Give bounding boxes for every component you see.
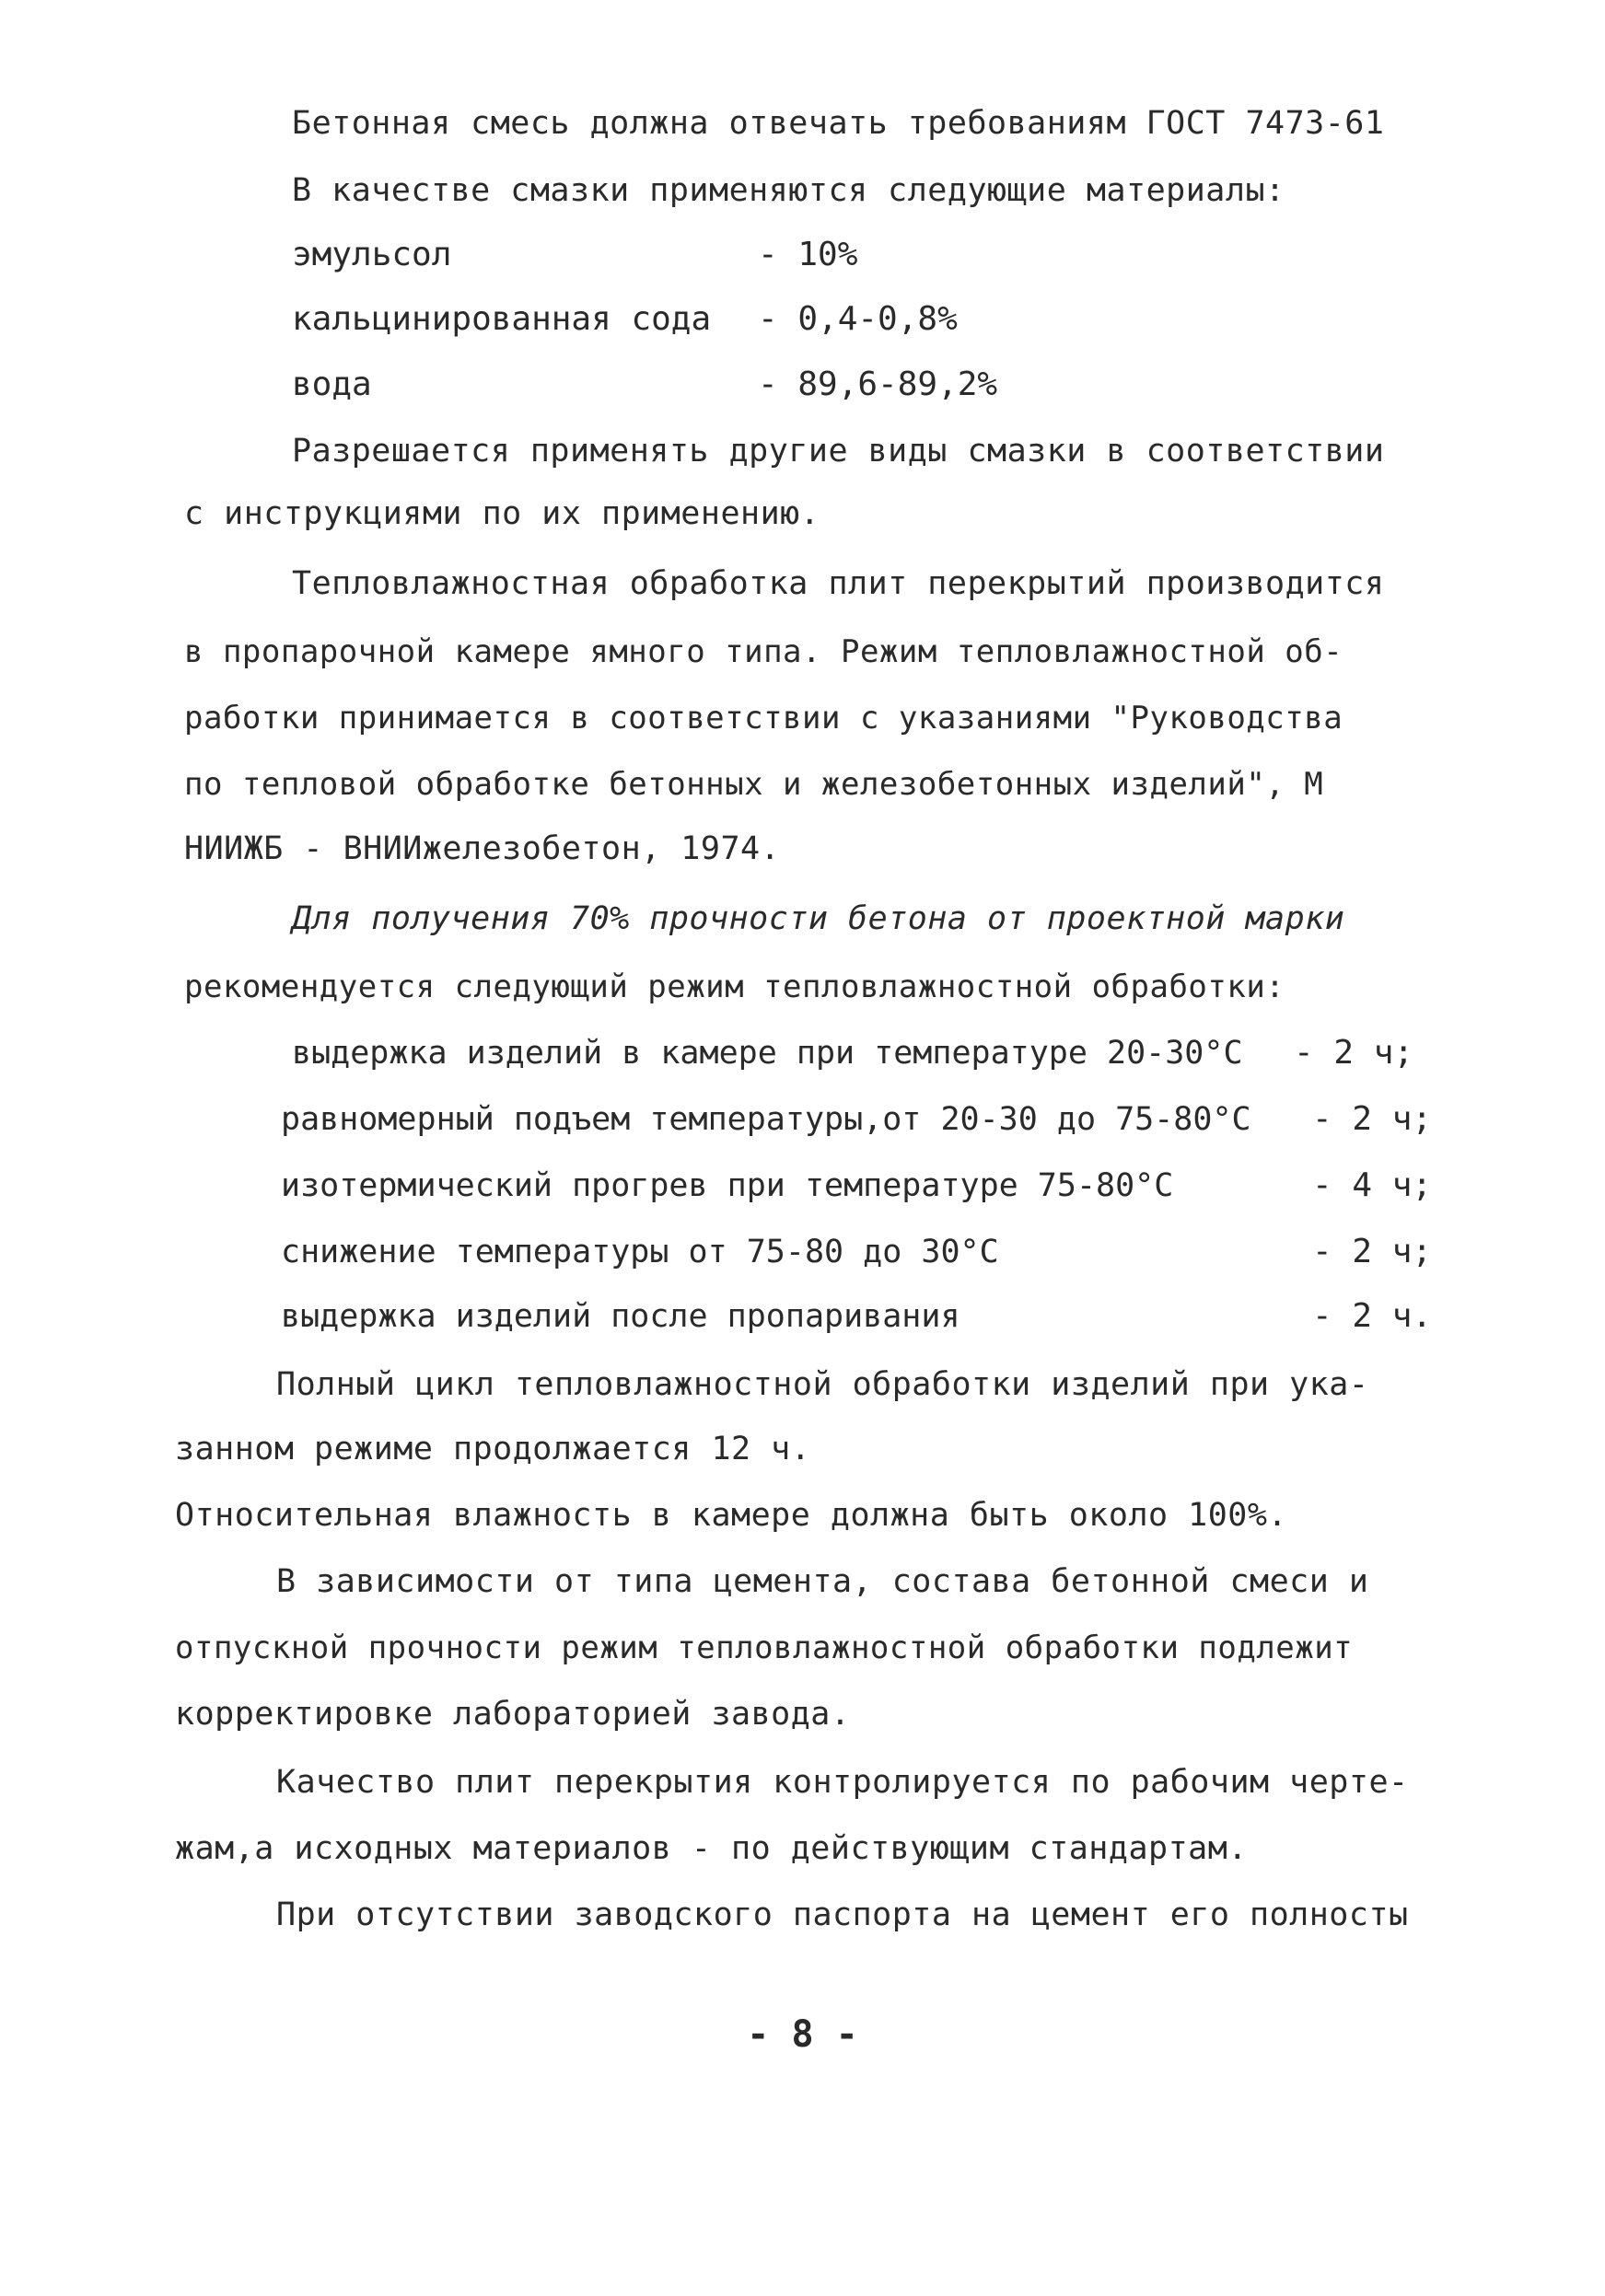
regime-duration: - 4 ч;	[1312, 1166, 1433, 1204]
regime-step: снижение температуры от 75-80 до 30°С	[281, 1234, 999, 1270]
text-line: по тепловой обработке бетонных и железобетонных изделий", М	[184, 766, 1324, 803]
text-line: Тепловлажностная обработка плит перекрытий производится	[292, 565, 1385, 602]
text-line: Полный цикл тепловлажностной обработки изделий при ука-	[276, 1366, 1369, 1403]
text-line: с инструкциями по их применению.	[184, 495, 820, 532]
lubricant-name: эмульсол	[292, 236, 452, 273]
regime-step: изотермический прогрев при температуре 75-80°С	[281, 1167, 1174, 1204]
text-line: отпускной прочности режим тепловлажностной обработки подлежит	[175, 1629, 1354, 1666]
text-line: НИИЖБ - ВНИИжелезобетон, 1974.	[184, 830, 781, 867]
text-line: Разрешается применять другие виды смазки в соответствии	[292, 433, 1385, 470]
lubricant-value: - 89,6-89,2%	[758, 365, 998, 403]
text-line: При отсутствии заводского паспорта на цемент его полносты	[276, 1896, 1409, 1933]
text-line: корректировке лабораторией завода.	[175, 1696, 851, 1733]
text-line: В зависимости от типа цемента, состава бетонной смеси и	[276, 1563, 1369, 1600]
text-line: рекомендуется следующий режим тепловлажностной обработки:	[184, 968, 1285, 1005]
text-line: Относительная влажность в камере должна быть около 100%.	[175, 1497, 1288, 1534]
regime-step: равномерный подъем температуры,от 20-30 до 75-80°С	[281, 1101, 1251, 1138]
regime-step: выдержка изделий в камере при температуре 20-30°С	[292, 1035, 1243, 1072]
text-line: жам,а исходных материалов - по действующим стандартам.	[175, 1830, 1248, 1867]
regime-duration: - 2 ч.	[1312, 1297, 1433, 1335]
text-line: В качестве смазки применяются следующие материалы:	[292, 172, 1285, 209]
regime-duration: - 2 ч;	[1312, 1233, 1433, 1270]
text-line: Для получения 70% прочности бетона от проектной марки	[292, 900, 1345, 937]
regime-duration: - 2 ч;	[1312, 1100, 1433, 1138]
lubricant-value: - 0,4-0,8%	[758, 300, 958, 338]
lubricant-value: - 10%	[758, 236, 858, 273]
text-line: Бетонная смесь должна отвечать требованиям ГОСТ 7473-61	[292, 105, 1385, 142]
text-line: работки принимается в соответствии с указаниями "Руководства	[184, 700, 1343, 736]
text-line: занном режиме продолжается 12 ч.	[175, 1431, 811, 1467]
lubricant-name: кальцинированная сода	[292, 300, 712, 338]
text-line: Качество плит перекрытия контролируется по рабочим черте-	[276, 1764, 1409, 1801]
text-line: в пропарочной камере ямного типа. Режим тепловлажностной об-	[184, 633, 1343, 670]
regime-duration: - 2 ч;	[1294, 1034, 1414, 1072]
page-number: - 8 -	[747, 2013, 858, 2056]
regime-step: выдержка изделий после пропаривания	[281, 1298, 960, 1335]
lubricant-name: вода	[292, 365, 372, 403]
